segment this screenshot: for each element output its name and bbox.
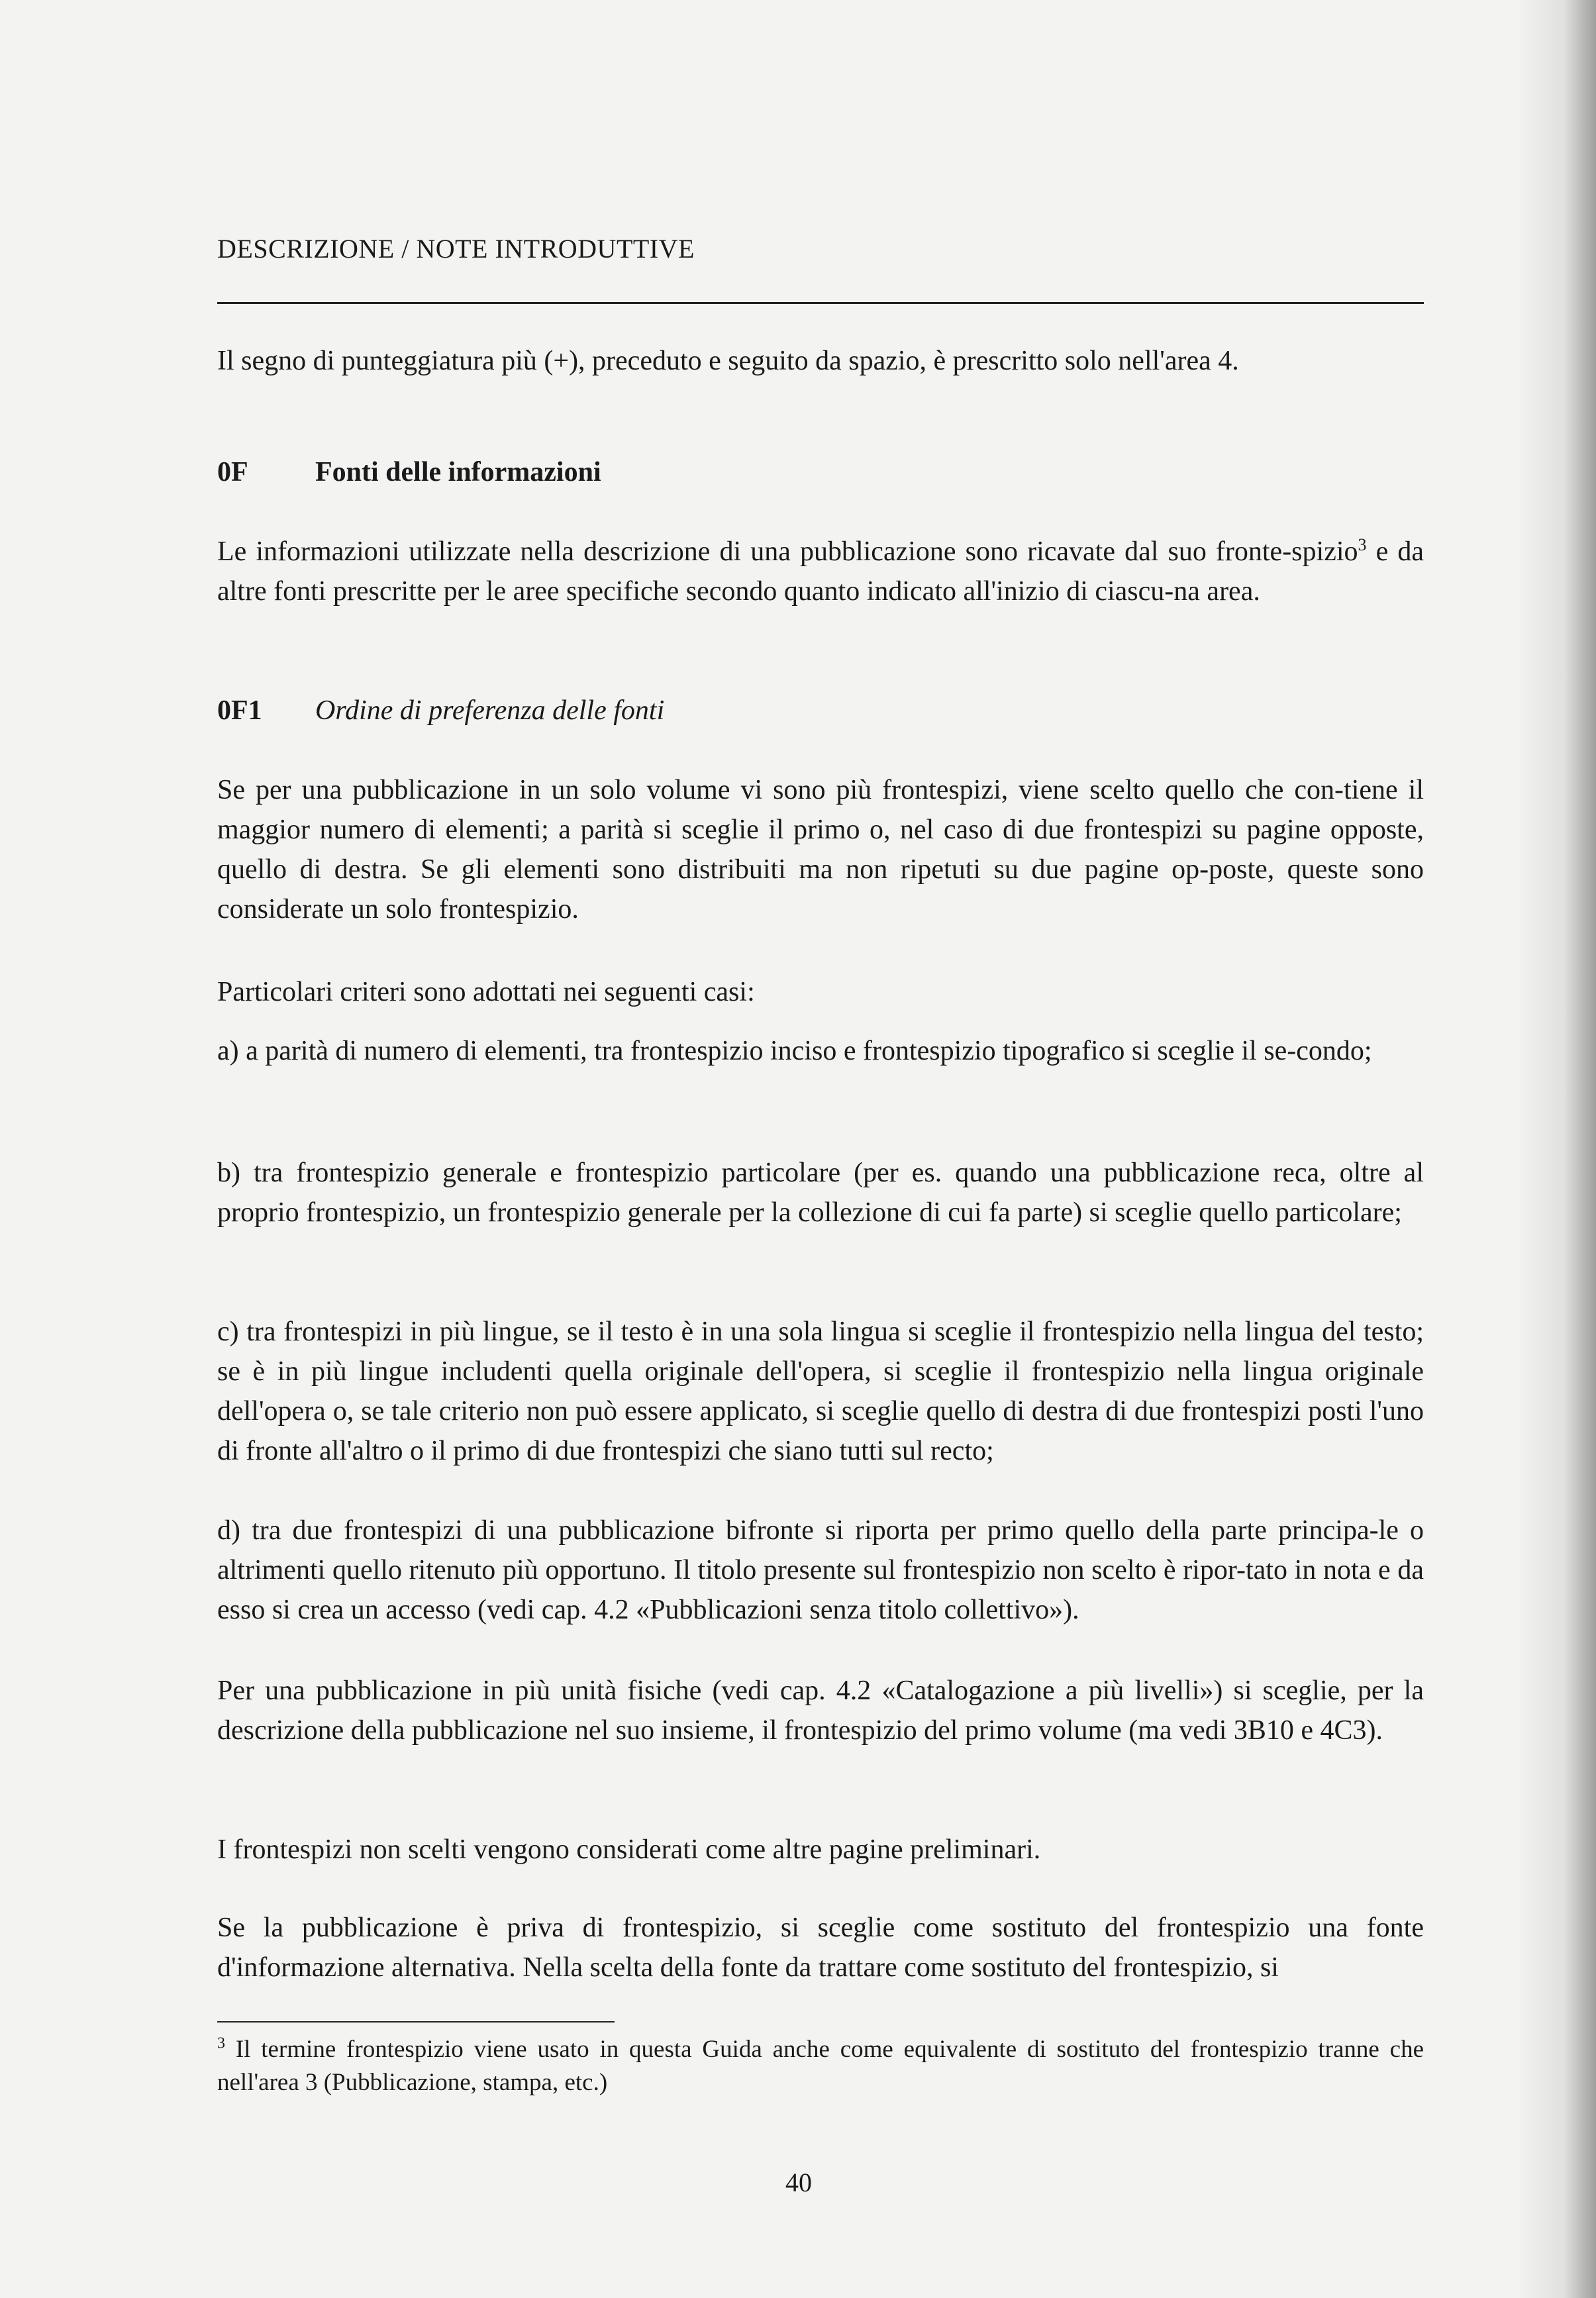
intro-paragraph: Il segno di punteggiatura più (+), preceduto e seguito da spazio, è prescritto solo nell'area 4. <box>217 346 1239 376</box>
section-0F-text-1: Le informazioni utilizzate nella descrizione di una pubblicazione sono ricavate dal suo fronte-spizio <box>217 536 1358 567</box>
section-0F1-code: 0F1 <box>217 695 262 726</box>
footnote-reference: 3 <box>1358 535 1367 554</box>
paragraph-case-d: d) tra due frontespizi di una pubblicazione bifronte si riporta per primo quello della parte principa-le o altrimenti quello ritenuto più opportuno. Il titolo presente sul frontespizio non scelto è ripor-tato in nota e da esso si crea un accesso (vedi cap. 4.2 «Pubblicazioni senza titolo collettivo»). <box>217 1515 1424 1625</box>
running-header: DESCRIZIONE / NOTE INTRODUTTIVE <box>217 234 695 264</box>
paragraph-case-a: a) a parità di numero di elementi, tra frontespizio inciso e frontespizio tipografico si sceglie il se-condo; <box>217 1036 1372 1066</box>
page-edge-shadow <box>1517 0 1596 2298</box>
section-0F1-title: Ordine di preferenza delle fonti <box>315 695 665 726</box>
paragraph-multi-volume: Per una pubblicazione in più unità fisiche (vedi cap. 4.2 «Catalogazione a più livelli») si sceglie, per la descrizione della pubblicazione nel suo insieme, il frontespizio del primo volume (ma vedi 3B10 e 4C3). <box>217 1675 1424 1746</box>
footnote-rule <box>217 2021 615 2023</box>
section-0F-code: 0F <box>217 457 248 487</box>
footnote-marker: 3 <box>217 2034 225 2052</box>
section-0F-title: Fonti delle informazioni <box>315 457 601 487</box>
section-0F-paragraph <box>217 532 1424 611</box>
page-number: 40 <box>785 2168 812 2197</box>
footnote <box>217 2033 1424 2099</box>
paragraph-no-titlepage: Se la pubblicazione è priva di frontespizio, si sceglie come sostituto del frontespizio una fonte d'informazione alternativa. Nella scelta della fonte da trattare come sostituto del frontespizio, si <box>217 1913 1424 1983</box>
section-0F-heading <box>217 452 601 492</box>
paragraph-main: Se per una pubblicazione in un solo volume vi sono più frontespizi, viene scelto quello che con-tiene il maggior numero di elementi; a parità si sceglie il primo o, nel caso di due frontespizi su pagine opposte, quello di destra. Se gli elementi sono distribuiti ma non ripetuti su due pagine op-poste, queste sono considerate un solo frontespizio. <box>217 775 1424 924</box>
paragraph-case-b: b) tra frontespizio generale e frontespizio particolare (per es. quando una pubblicazione reca, oltre al proprio frontespizio, un frontespizio generale per la collezione di cui fa parte) si sceglie quello particolare; <box>217 1158 1424 1228</box>
section-0F-text-2: e da altre fonti prescritte per le aree specifiche secondo quanto indicato all'inizio di ciascu-na area. <box>217 536 1424 607</box>
paragraph-unchosen: I frontespizi non scelti vengono considerati come altre pagine preliminari. <box>217 1834 1041 1865</box>
paragraph-case-c: c) tra frontespizi in più lingue, se il testo è in una sola lingua si sceglie il frontespizio nella lingua del testo; se è in più lingue includenti quella originale dell'opera, si sceglie il frontespizio nella lingua originale dell'opera o, se tale criterio non può essere applicato, si sceglie quello di destra di due frontespizi posti l'uno di fronte all'altro o il primo di due frontespizi che siano tutti sul recto; <box>217 1317 1424 1466</box>
section-0F1-heading <box>217 691 664 730</box>
header-rule <box>217 302 1424 304</box>
paragraph-criteria-intro: Particolari criteri sono adottati nei seguenti casi: <box>217 977 755 1007</box>
footnote-text: Il termine frontespizio viene usato in questa Guida anche come equivalente di sostituto del frontespizio tranne che nell'area 3 (Pubblicazione, stampa, etc.) <box>217 2036 1424 2096</box>
